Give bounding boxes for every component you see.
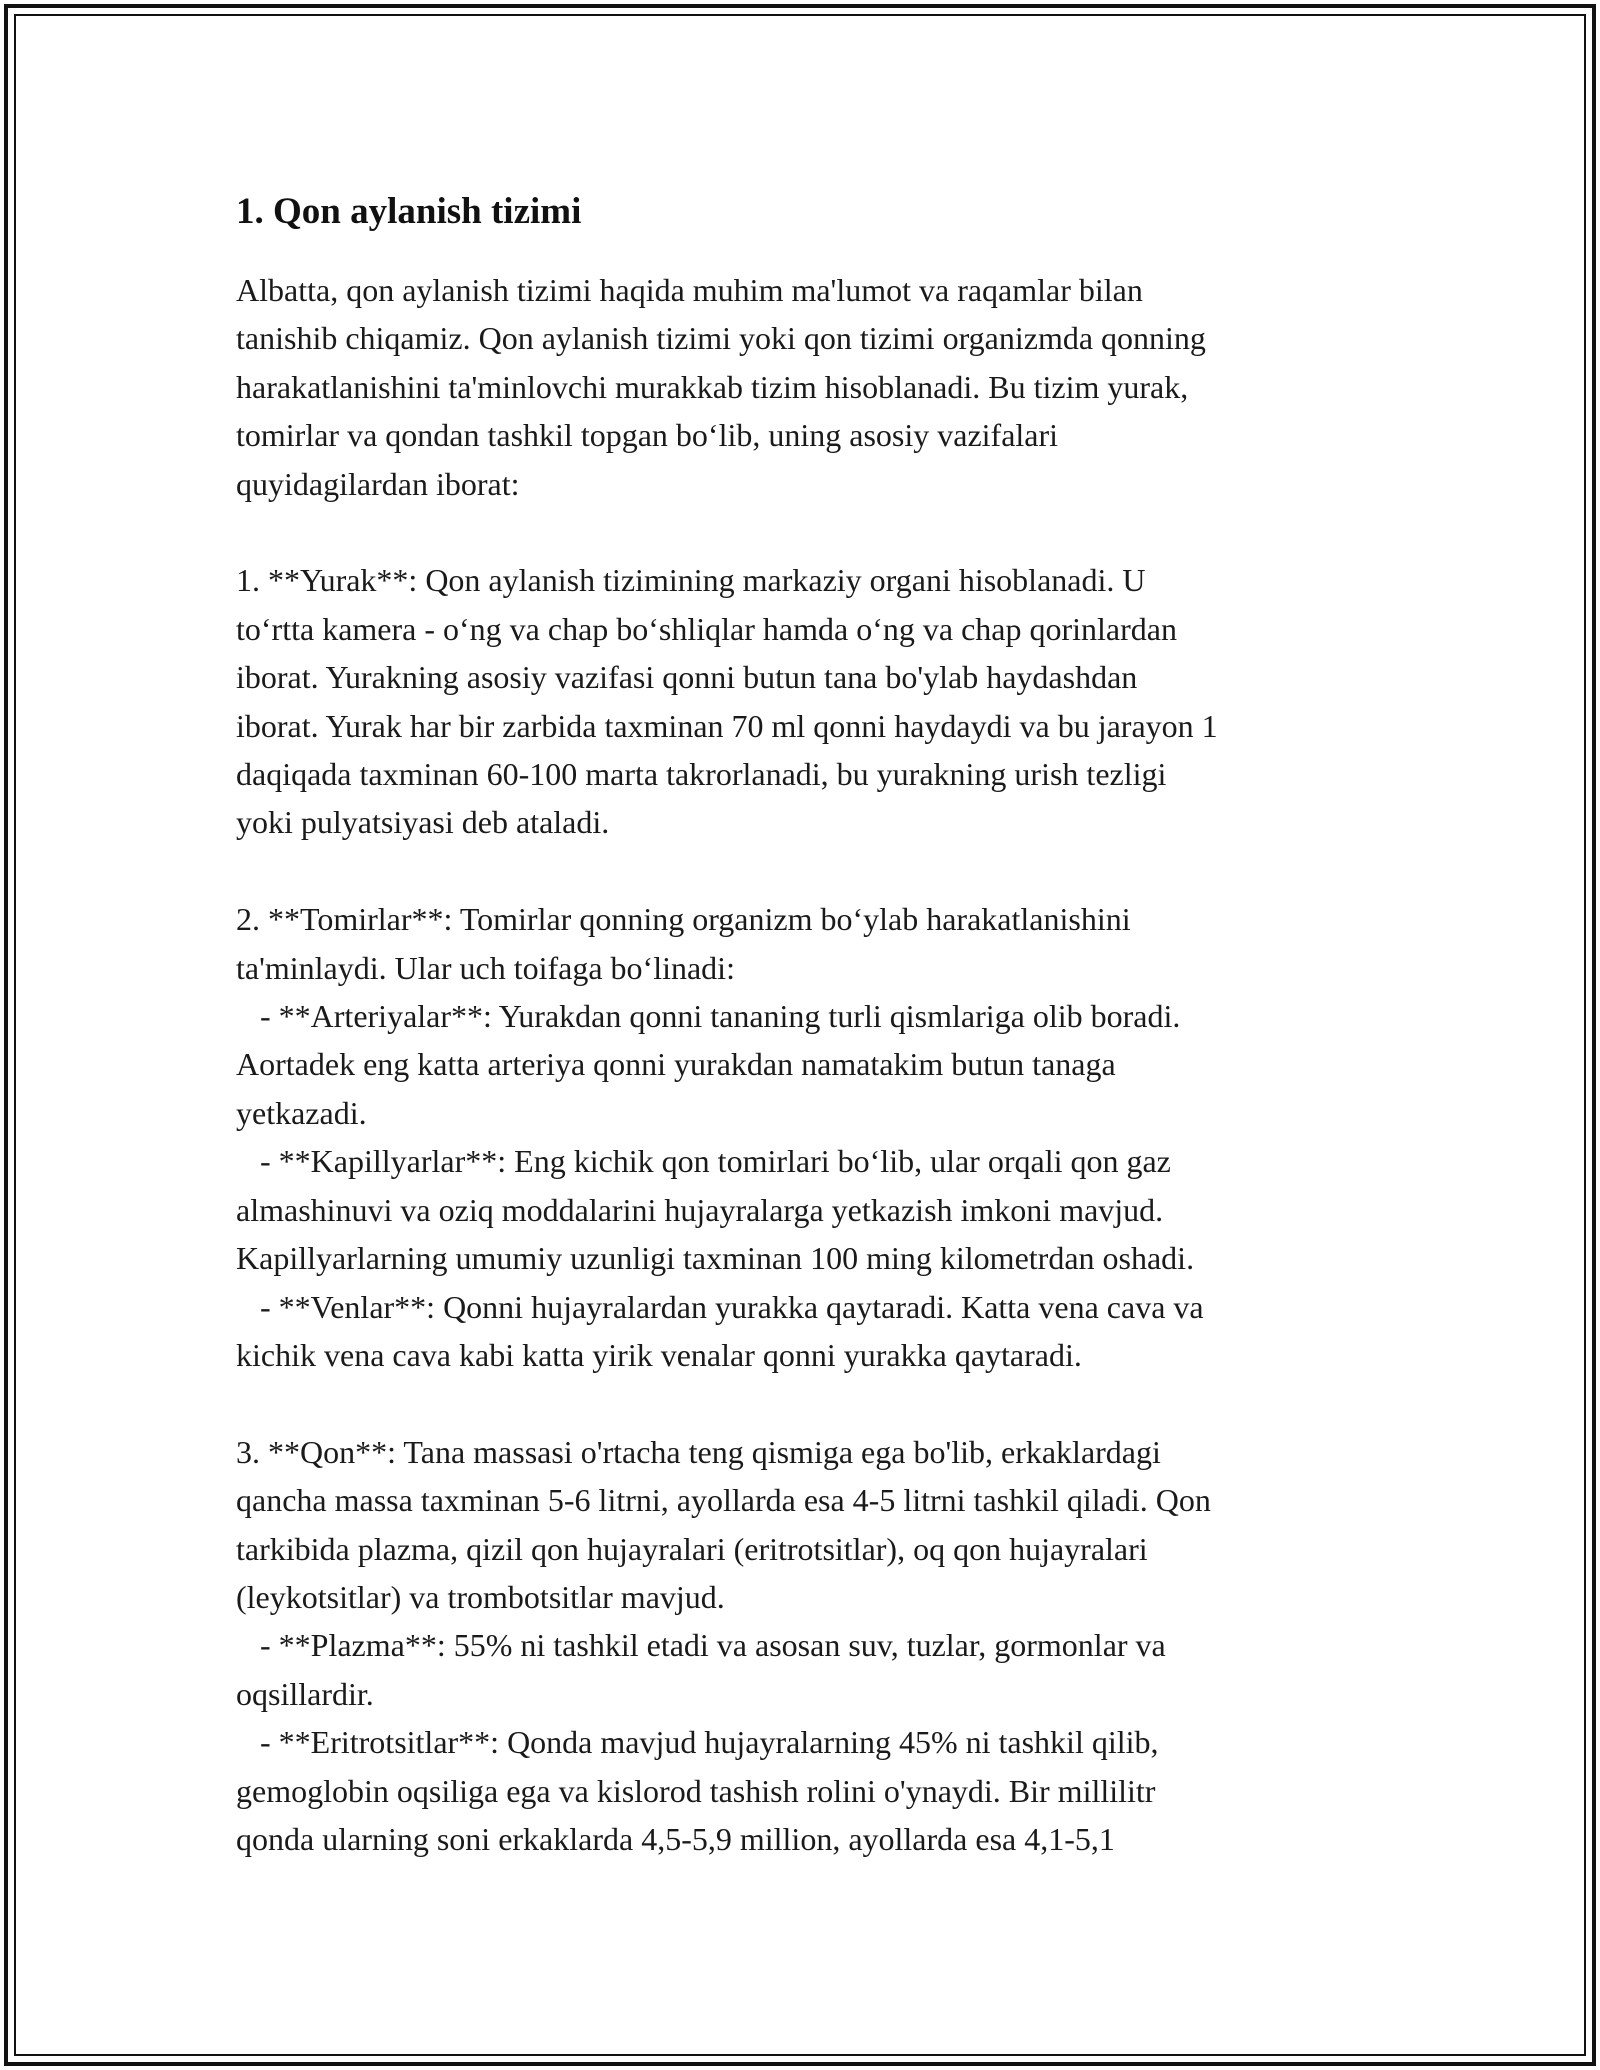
- text-line: yoki pulyatsiyasi deb ataladi.: [236, 804, 610, 841]
- text-line: Aortadek eng katta arteriya qonni yurakdan namatakim butun tanaga: [236, 1046, 1116, 1083]
- paragraph: [236, 266, 1386, 508]
- text-line: 2. **Tomirlar**: Tomirlar qonning organizm bo‘ylab harakatlanishini: [236, 901, 1131, 938]
- text-line: - **Kapillyarlar**: Eng kichik qon tomirlari bo‘lib, ular orqali qon gaz: [236, 1143, 1171, 1180]
- text-line: 1. **Yurak**: Qon aylanish tizimining markaziy organi hisoblanadi. U: [236, 562, 1146, 599]
- text-line: qancha massa taxminan 5-6 litrni, ayollarda esa 4-5 litrni tashkil qiladi. Qon: [236, 1482, 1211, 1519]
- document-page: [236, 188, 1386, 1912]
- text-line: kichik vena cava kabi katta yirik venalar qonni yurakka qaytaradi.: [236, 1336, 1082, 1373]
- paragraph: [236, 1428, 1386, 1864]
- text-line: quyidagilardan iborat:: [236, 465, 520, 502]
- text-line: (leykotsitlar) va trombotsitlar mavjud.: [236, 1578, 725, 1615]
- text-line: ta'minlaydi. Ular uch toifaga bo‘linadi:: [236, 949, 735, 986]
- text-line: iborat. Yurak har bir zarbida taxminan 70 ml qonni haydaydi va bu jarayon 1: [236, 707, 1218, 744]
- paragraph: [236, 556, 1386, 846]
- text-line: iborat. Yurakning asosiy vazifasi qonni butun tana bo'ylab haydashdan: [236, 659, 1138, 696]
- text-line: tanishib chiqamiz. Qon aylanish tizimi yoki qon tizimi organizmda qonning: [236, 320, 1206, 357]
- text-line: - **Eritrotsitlar**: Qonda mavjud hujayralarning 45% ni tashkil qilib,: [236, 1724, 1159, 1761]
- text-line: almashinuvi va oziq moddalarini hujayralarga yetkazish imkoni mavjud.: [236, 1191, 1164, 1228]
- text-line: - **Plazma**: 55% ni tashkil etadi va asosan suv, tuzlar, gormonlar va: [236, 1627, 1166, 1664]
- text-line: harakatlanishini ta'minlovchi murakkab tizim hisoblanadi. Bu tizim yurak,: [236, 368, 1189, 405]
- text-line: qonda ularning soni erkaklarda 4,5-5,9 million, ayollarda esa 4,1-5,1: [236, 1820, 1115, 1857]
- text-line: daqiqada taxminan 60-100 marta takrorlanadi, bu yurakning urish tezligi: [236, 756, 1167, 793]
- text-line: 3. **Qon**: Tana massasi o'rtacha teng qismiga ega bo'lib, erkaklardagi: [236, 1433, 1161, 1470]
- text-line: to‘rtta kamera - o‘ng va chap bo‘shliqlar hamda o‘ng va chap qorinlardan: [236, 610, 1177, 647]
- text-line: tarkibida plazma, qizil qon hujayralari (eritrotsitlar), oq qon hujayralari: [236, 1530, 1148, 1567]
- document-body: [236, 266, 1386, 1863]
- text-line: - **Venlar**: Qonni hujayralardan yurakka qaytaradi. Katta vena cava va: [236, 1288, 1204, 1325]
- text-line: tomirlar va qondan tashkil topgan bo‘lib, uning asosiy vazifalari: [236, 417, 1059, 454]
- text-line: Albatta, qon aylanish tizimi haqida muhim ma'lumot va raqamlar bilan: [236, 272, 1143, 308]
- text-line: Kapillyarlarning umumiy uzunligi taxminan 100 ming kilometrdan oshadi.: [236, 1240, 1195, 1277]
- text-line: gemoglobin oqsiliga ega va kislorod tashish rolini o'ynaydi. Bir millilitr: [236, 1772, 1156, 1809]
- section-title: 1. Qon aylanish tizimi: [236, 191, 582, 232]
- text-line: - **Arteriyalar**: Yurakdan qonni tananing turli qismlariga olib boradi.: [236, 998, 1181, 1035]
- paragraph: [236, 895, 1386, 1379]
- text-line: yetkazadi.: [236, 1094, 367, 1131]
- text-line: oqsillardir.: [236, 1675, 374, 1712]
